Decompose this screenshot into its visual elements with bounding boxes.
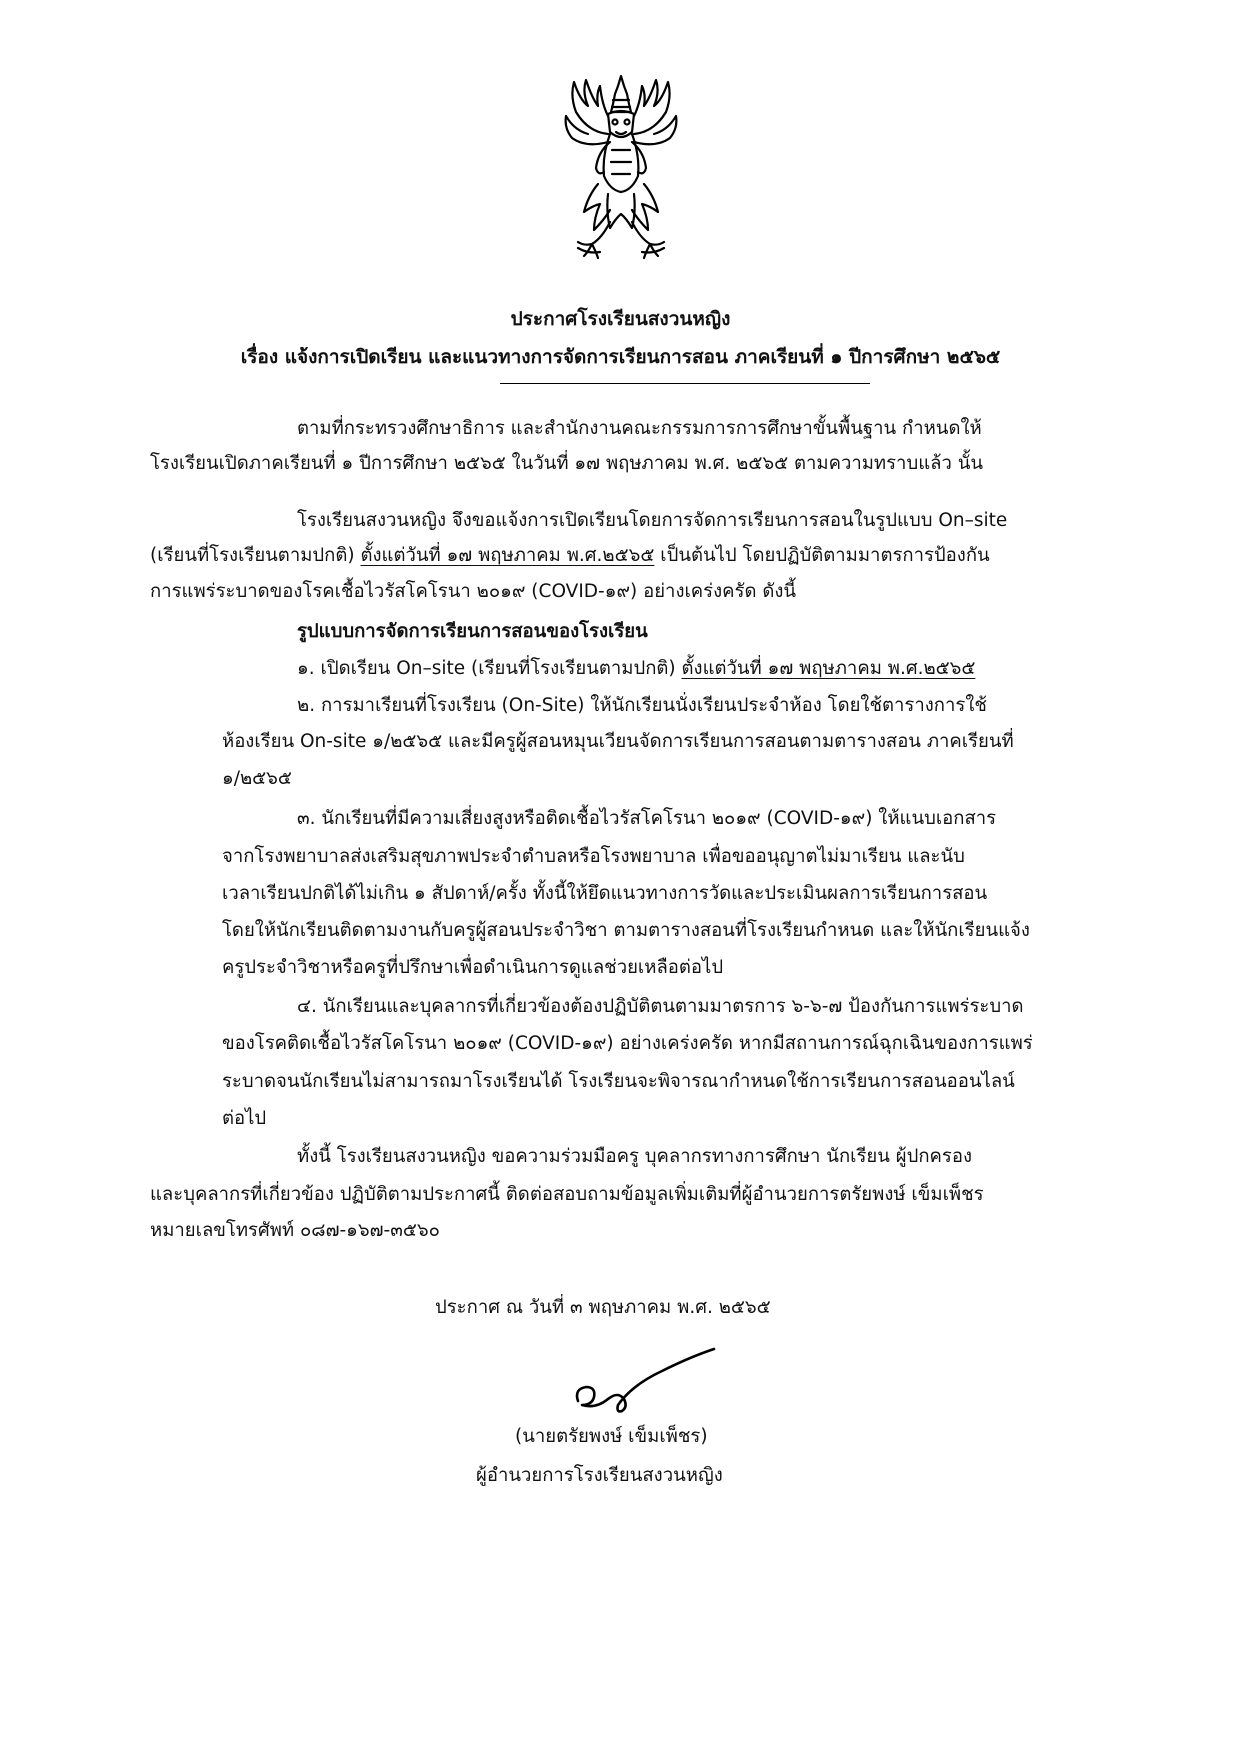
signer-name: (นายตรัยพงษ์ เข็มเพ็ชร) (515, 1426, 708, 1447)
announcement-title: ประกาศโรงเรียนสงวนหญิง (510, 308, 731, 330)
list-item-continuation: จากโรงพยาบาลส่งเสริมสุขภาพประจำตำบลหรือโรงพยาบาล เพื่อขออนุญาตไม่มาเรียน และนับ (222, 846, 965, 867)
paragraph-line: โรงเรียนเปิดภาคเรียนที่ ๑ ปีการศึกษา ๒๕๖๕ ในวันที่ ๑๗ พฤษภาคม พ.ศ. ๒๕๖๕ ตามความทราบแล้ว นั้น (150, 453, 984, 474)
list-item-continuation: ระบาดจนนักเรียนไม่สามารถมาโรงเรียนได้ โรงเรียนจะพิจารณากำหนดใช้การเรียนการสอนออนไลน์ (222, 1071, 1015, 1092)
paragraph-line: ตามที่กระทรวงศึกษาธิการ และสำนักงานคณะกรรมการการศึกษาขั้นพื้นฐาน กำหนดให้ (297, 418, 982, 439)
list-item (297, 660, 975, 679)
list-item: ๒. การมาเรียนที่โรงเรียน (On-Site) ให้นักเรียนนั่งเรียนประจำห้อง โดยใช้ตารางการใช้ (297, 695, 987, 716)
announcement-date: ประกาศ ณ วันที่ ๓ พฤษภาคม พ.ศ. ๒๕๖๕ (435, 1297, 771, 1318)
text-segment: ๑. เปิดเรียน On–site (เรียนที่โรงเรียนตามปกติ) (297, 658, 682, 679)
paragraph-line: หมายเลขโทรศัพท์ ๐๘๗-๑๖๗-๓๕๖๐ (150, 1220, 440, 1241)
paragraph-line: และบุคลากรที่เกี่ยวข้อง ปฏิบัติตามประกาศนี้ ติดต่อสอบถามข้อมูลเพิ่มเติมที่ผู้อำนวยการตรัยพงษ์ เข็มเพ็ชร (150, 1184, 984, 1205)
list-item-continuation: เวลาเรียนปกติได้ไม่เกิน ๑ สัปดาห์/ครั้ง ทั้งนี้ให้ยึดแนวทางการวัดและประเมินผลการเรียนการสอน (222, 883, 988, 904)
text-segment: เป็นต้นไป โดยปฏิบัติตามมาตรการป้องกัน (654, 545, 990, 566)
list-item-continuation: โดยให้นักเรียนติดตามงานกับครูผู้สอนประจำวิชา ตามตารางสอนที่โรงเรียนกำหนด และให้นักเรียนแจ้ง (222, 920, 1030, 941)
list-item: ๔. นักเรียนและบุคลากรที่เกี่ยวข้องต้องปฏิบัติตนตามมาตรการ ๖-๖-๗ ป้องกันการแพร่ระบาด (297, 996, 1024, 1017)
paragraph-line: ทั้งนี้ โรงเรียนสงวนหญิง ขอความร่วมมือครู บุคลากรทางการศึกษา นักเรียน ผู้ปกครอง (297, 1146, 973, 1167)
list-item-continuation: ต่อไป (222, 1108, 267, 1129)
signer-position: ผู้อำนวยการโรงเรียนสงวนหญิง (476, 1465, 723, 1486)
list-item-continuation: ของโรคติดเชื้อไวรัสโคโรนา ๒๐๑๙ (COVID-๑๙) อย่างเคร่งครัด หากมีสถานการณ์ฉุกเฉินของการแพร่ (222, 1033, 1033, 1054)
announcement-subject: เรื่อง แจ้งการเปิดเรียน และแนวทางการจัดการเรียนการสอน ภาคเรียนที่ ๑ ปีการศึกษา ๒๕๖๕ (240, 346, 1001, 368)
list-item-continuation: ๑/๒๕๖๕ (222, 768, 292, 789)
list-item-continuation: ห้องเรียน On-site ๑/๒๕๖๕ และมีครูผู้สอนหมุนเวียนจัดการเรียนการสอนตามตารางสอน ภาคเรียนที่ (222, 731, 1014, 752)
underlined-date: ตั้งแต่วันที่ ๑๗ พฤษภาคม พ.ศ.๒๕๖๕ (681, 658, 976, 679)
title-divider (500, 383, 870, 384)
paragraph-line (150, 547, 990, 566)
list-item: ๓. นักเรียนที่มีความเสี่ยงสูงหรือติดเชื้อไวรัสโคโรนา ๒๐๑๙ (COVID-๑๙) ให้แนบเอกสาร (297, 808, 997, 829)
handwritten-signature-icon (572, 1345, 722, 1425)
underlined-date: ตั้งแต่วันที่ ๑๗ พฤษภาคม พ.ศ.๒๕๖๕ (360, 545, 655, 566)
paragraph-line: โรงเรียนสงวนหญิง จึงขอแจ้งการเปิดเรียนโดยการจัดการเรียนการสอนในรูปแบบ On–site (297, 510, 1008, 531)
text-segment: (เรียนที่โรงเรียนตามปกติ) (150, 545, 361, 566)
list-item-continuation: ครูประจำวิชาหรือครูที่ปรึกษาเพื่อดำเนินการดูแลช่วยเหลือต่อไป (222, 957, 724, 978)
garuda-emblem-icon (558, 72, 684, 262)
paragraph-line: การแพร่ระบาดของโรคเชื้อไวรัสโคโรนา ๒๐๑๙ (COVID-๑๙) อย่างเคร่งครัด ดังนี้ (150, 581, 797, 602)
section-heading: รูปแบบการจัดการเรียนการสอนของโรงเรียน (297, 621, 648, 642)
